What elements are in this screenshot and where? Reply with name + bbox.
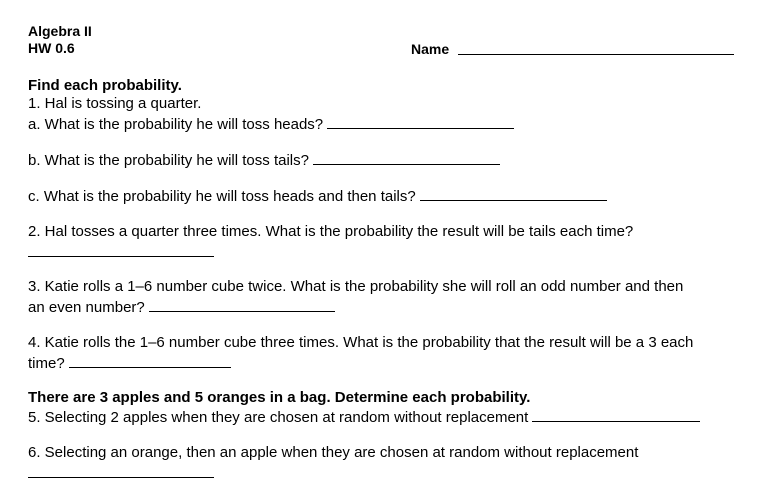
answer-blank-4[interactable]	[69, 353, 231, 368]
name-label: Name	[411, 41, 450, 57]
question-5-text: 5. Selecting 2 apples when they are chosen at random without replacement	[28, 409, 529, 426]
answer-blank-1b[interactable]	[313, 150, 500, 165]
section1-instruction: Find each probability.	[28, 77, 182, 94]
question-3-line2-text: an even number?	[28, 299, 145, 316]
answer-6-field[interactable]	[28, 463, 214, 483]
answer-blank-1c[interactable]	[420, 186, 607, 201]
answer-blank-6[interactable]	[28, 463, 214, 478]
question-4-line2-text: time?	[28, 355, 65, 372]
question-1-stem: 1. Hal is tossing a quarter.	[28, 95, 202, 112]
question-1b	[28, 150, 500, 170]
question-3-line1: 3. Katie rolls a 1–6 number cube twice. What is the probability she will roll an odd number and then	[28, 278, 684, 295]
question-6: 6. Selecting an orange, then an apple when they are chosen at random without replacement	[28, 444, 639, 461]
course-title: Algebra II	[28, 23, 92, 39]
question-4-line2	[28, 353, 231, 373]
assignment-title: HW 0.6	[28, 40, 75, 56]
answer-blank-5[interactable]	[532, 407, 700, 422]
question-1c-text: c. What is the probability he will toss heads and then tails?	[28, 188, 416, 205]
answer-blank-2[interactable]	[28, 242, 214, 257]
question-5	[28, 407, 700, 427]
name-blank[interactable]	[458, 40, 734, 55]
answer-blank-3[interactable]	[149, 297, 335, 312]
answer-2-field[interactable]	[28, 242, 214, 262]
question-2: 2. Hal tosses a quarter three times. What is the probability the result will be tails each time?	[28, 223, 634, 240]
question-1a-text: a. What is the probability he will toss heads?	[28, 116, 324, 133]
answer-blank-1a[interactable]	[327, 114, 514, 129]
question-4-line1: 4. Katie rolls the 1–6 number cube three times. What is the probability that the result will be a 3 each	[28, 334, 694, 351]
question-3-line2	[28, 297, 335, 317]
question-1b-text: b. What is the probability he will toss tails?	[28, 152, 309, 169]
question-1c	[28, 186, 607, 206]
section2-instruction: There are 3 apples and 5 oranges in a bag. Determine each probability.	[28, 389, 531, 406]
name-field[interactable]	[458, 40, 734, 60]
question-1a	[28, 114, 514, 134]
